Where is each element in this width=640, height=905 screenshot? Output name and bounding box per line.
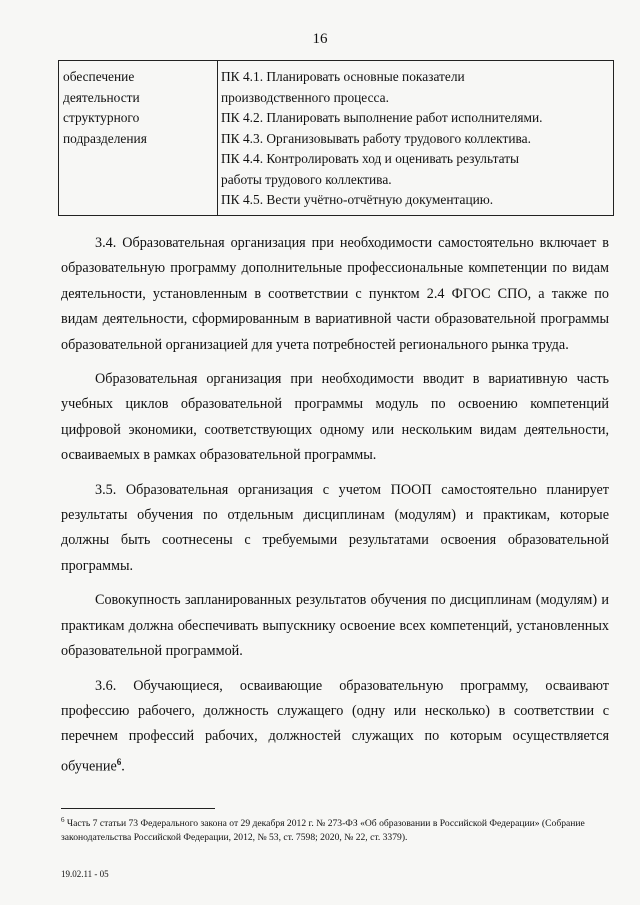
paragraph-3-4: 3.4. Образовательная организация при необходимости самостоятельно включает в образовательную программу дополнительные профессиональные компетенции по видам деятельности, установленным в соответствии с пунктом 2.4 ФГОС СПО, а также по видам деятельности, сформированным в вариативной части образовательной программы образовательной организацией для учета потребностей регионального рынка труда. [61, 235, 609, 353]
paragraph-3-5: 3.5. Образовательная организация с учетом ПООП самостоятельно планирует результаты обучения по отдельным дисциплинам (модулям) и практикам, которые должны быть соотнесены с требуемыми результатами освоения образовательной программы. [61, 481, 609, 574]
competency-line: ПК 4.5. Вести учётно-отчётную документацию. [221, 192, 494, 207]
body-text [61, 231, 609, 789]
footnote-number: 6 [61, 816, 65, 824]
activity-line: структурного [63, 110, 140, 125]
paragraph-digital-economy: Образовательная организация при необходимости вводит в вариативную часть учебных циклов образовательной программы модуль по освоению компетенций цифровой экономики, соответствующих одному или нескольким видам деятельности, осваиваемых в рамках образовательной программы. [61, 371, 609, 464]
table-row [59, 61, 614, 216]
activity-line: обеспечение [63, 69, 135, 84]
footnote-reference[interactable]: 6 [116, 756, 122, 767]
competency-table [58, 60, 614, 216]
activity-line: деятельности [63, 89, 140, 105]
paragraph-3-6: 3.6. Обучающиеся, осваивающие образовательную программу, осваивают профессию рабочего, должность служащего (одну или несколько) в соответствии с перечнем профессий рабочих, должностей служащих по которым осуществляется обучение$^6$. [61, 677, 609, 775]
competency-line: ПК 4.2. Планировать выполнение работ исполнителями. [221, 110, 543, 125]
competency-line: ПК 4.3. Организовывать работу трудового коллектива. [221, 130, 531, 146]
competencies-cell [218, 61, 614, 216]
footnote [61, 813, 611, 845]
competency-line: работы трудового коллектива. [221, 171, 392, 187]
footnote-text: Часть 7 статьи 73 Федерального закона от 29 декабря 2012 г. № 273-ФЗ «Об образовании в Российской Федерации» (Собрание законодательства Российской Федерации, 2012, № 53, ст. 7598; 2020, № 22, ст. 3379). [61, 818, 585, 844]
paragraph-3-6-text: 3.6. Обучающиеся, осваивающие образовательную программу, осваивают профессию рабочего, должность служащего (одну или несколько) в соответствии с перечнем профессий рабочих, должностей служащих по которым осуществляется обучение [61, 677, 609, 775]
footnote-divider [61, 808, 215, 809]
competency-line: производственного процесса. [221, 89, 389, 105]
activity-type-cell [59, 61, 218, 216]
paragraph-planned-results: Совокупность запланированных результатов обучения по дисциплинам (модулям) и практикам должна обеспечивать выпускнику освоение всех компетенций, установленных образовательной программой. [61, 592, 609, 660]
document-code: 19.02.11 - 05 [61, 869, 109, 879]
competency-line: ПК 4.1. Планировать основные показатели [221, 69, 465, 84]
page-number: 16 [312, 31, 328, 47]
activity-line: подразделения [63, 130, 147, 146]
competency-line: ПК 4.4. Контролировать ход и оценивать результаты [221, 151, 520, 166]
